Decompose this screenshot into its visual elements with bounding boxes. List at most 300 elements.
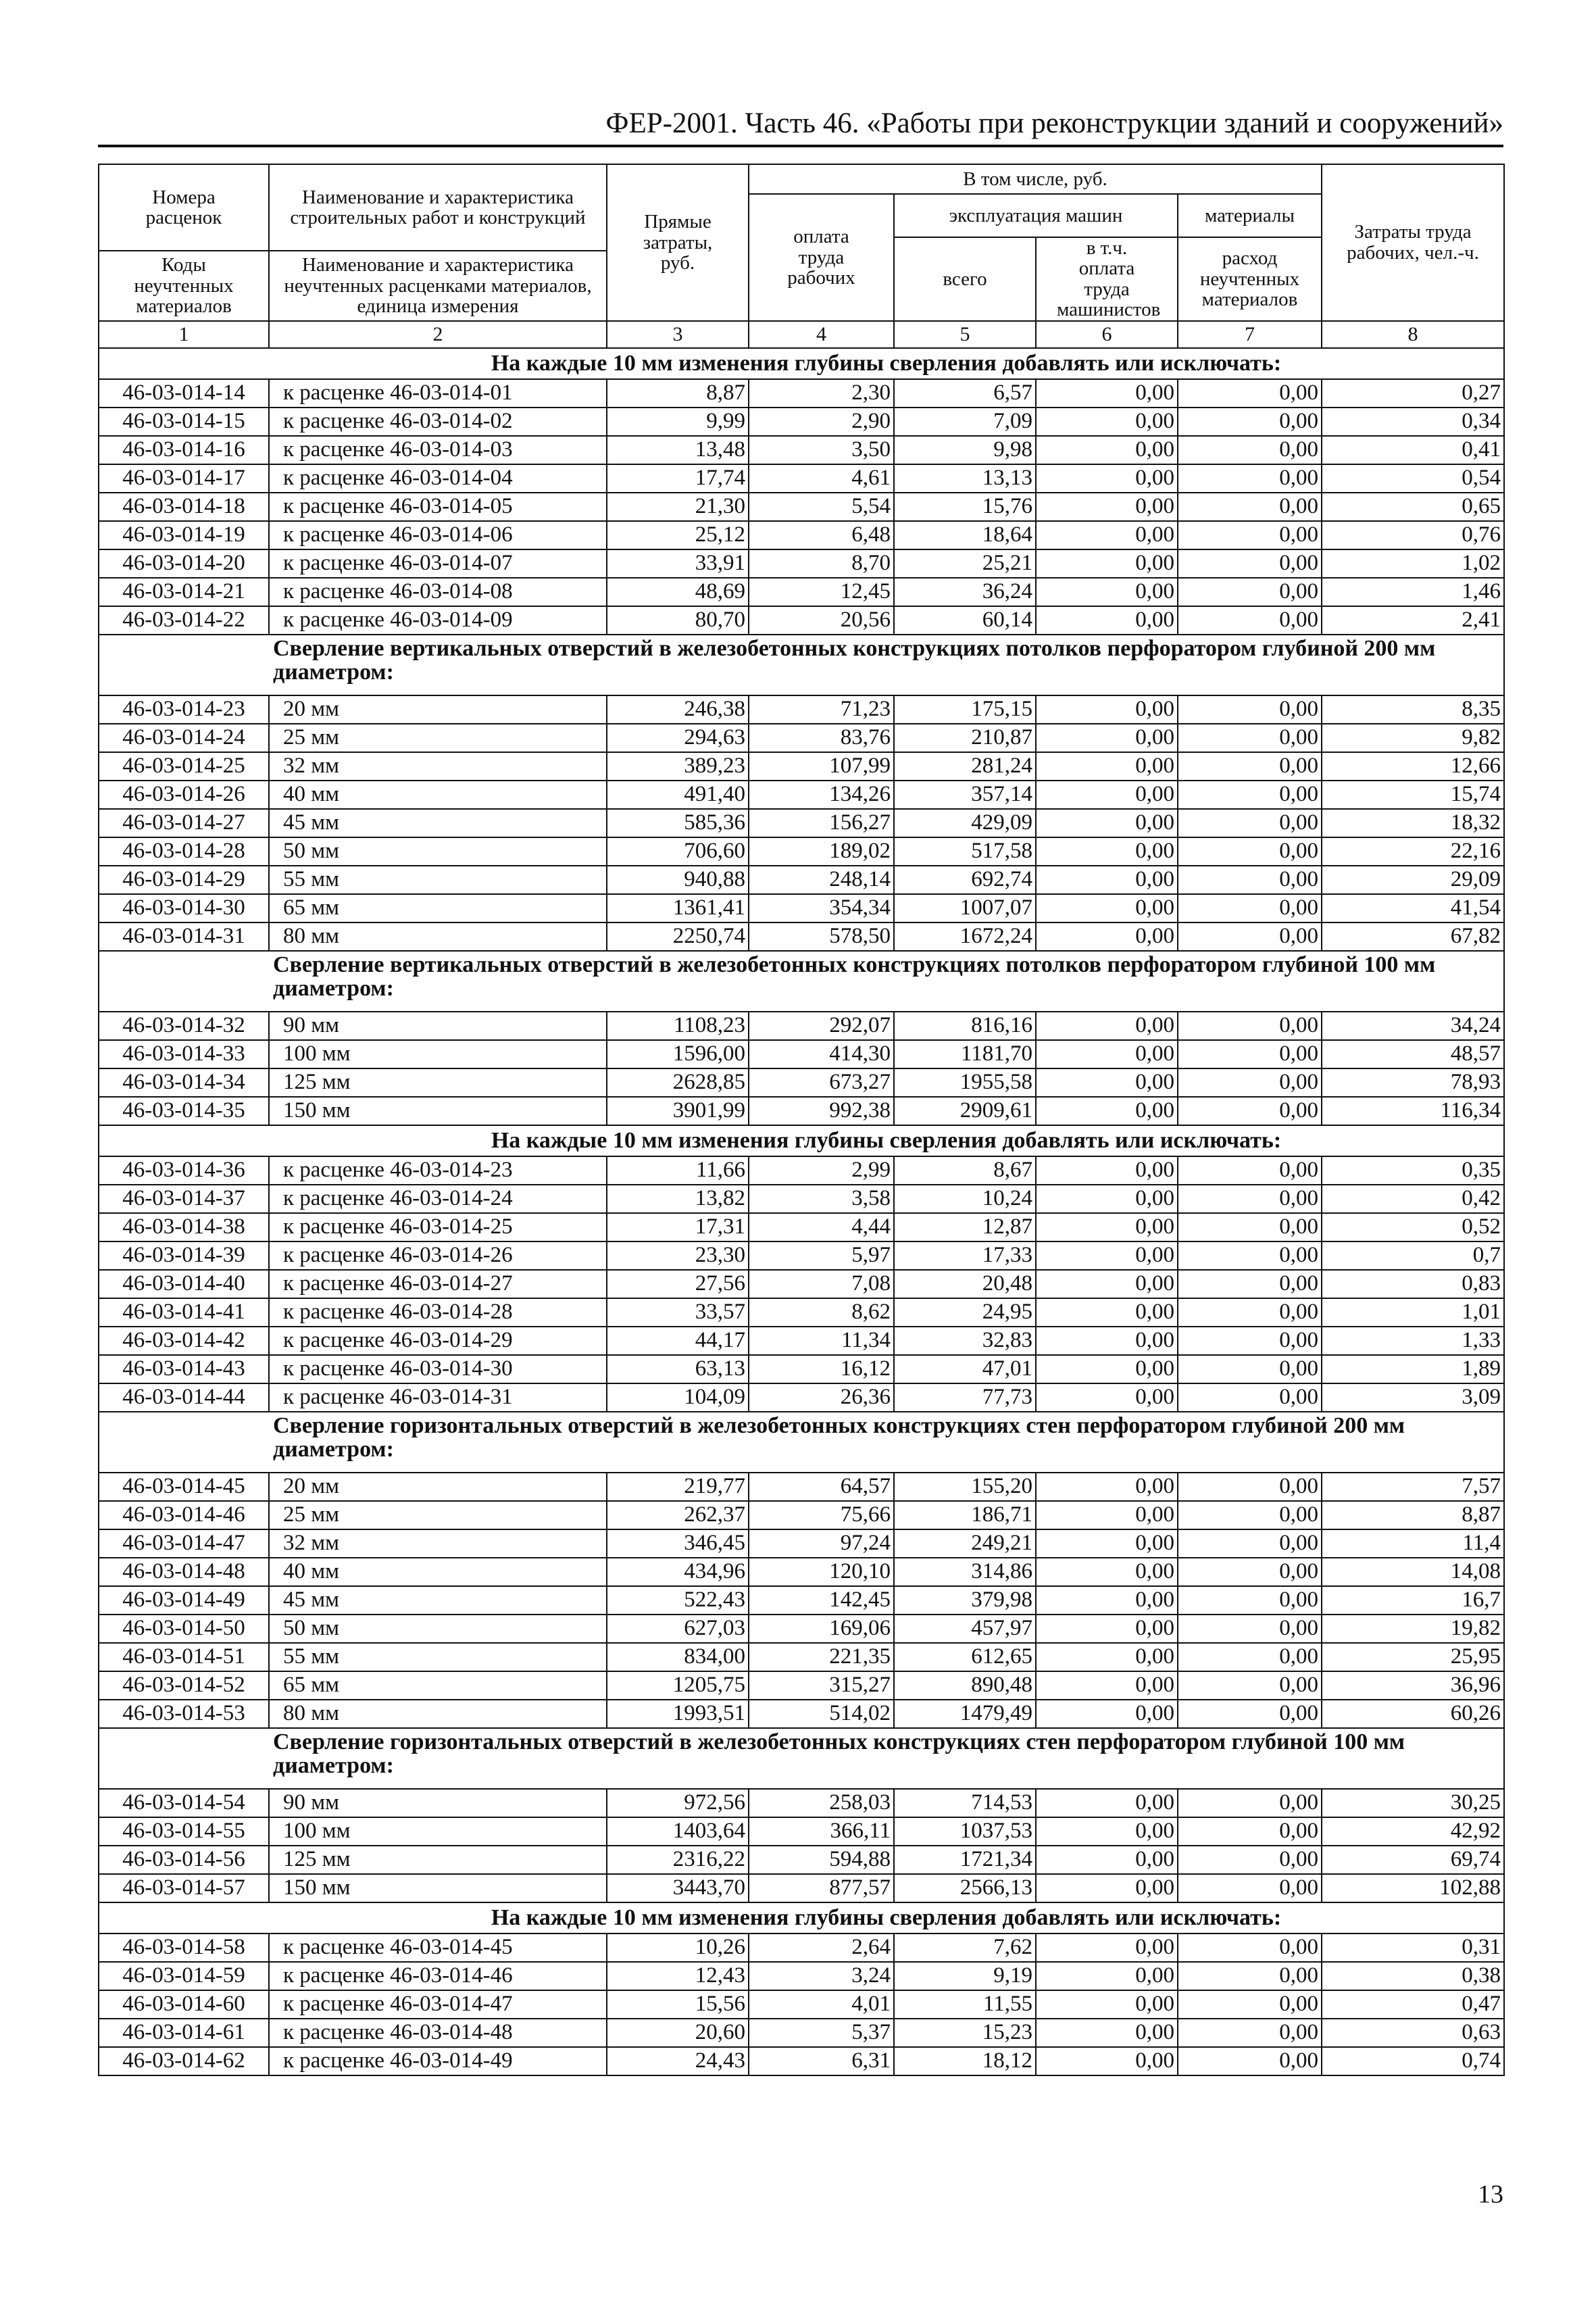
cell-labor-pay: 248,14 xyxy=(749,866,894,894)
table-row xyxy=(99,1529,1504,1558)
table-row xyxy=(99,695,1504,724)
cell-labor-pay: 4,44 xyxy=(749,1213,894,1241)
cell-direct-costs: 706,60 xyxy=(607,837,749,866)
cell-labor-pay: 7,08 xyxy=(749,1270,894,1298)
cell-materials-use: 0,00 xyxy=(1178,1643,1322,1671)
cell-labor-costs: 1,02 xyxy=(1322,549,1504,578)
cell-labor-pay: 16,12 xyxy=(749,1355,894,1383)
cell-materials-use: 0,00 xyxy=(1178,1213,1322,1241)
cell-machines-total: 1007,07 xyxy=(894,894,1036,922)
cell-materials-use: 0,00 xyxy=(1178,606,1322,635)
cell-machinist-pay: 0,00 xyxy=(1036,894,1178,922)
cell-rate-name: к расценке 46-03-014-09 xyxy=(269,606,607,635)
cell-rate-code: 46-03-014-36 xyxy=(99,1156,269,1185)
table-row xyxy=(99,1874,1504,1902)
cell-materials-use: 0,00 xyxy=(1178,1962,1322,1990)
cell-labor-pay: 578,50 xyxy=(749,922,894,951)
section-header-row xyxy=(99,1728,1504,1789)
cell-machinist-pay: 0,00 xyxy=(1036,724,1178,752)
cell-rate-code: 46-03-014-33 xyxy=(99,1040,269,1068)
cell-rate-code: 46-03-014-22 xyxy=(99,606,269,635)
cell-labor-costs: 0,34 xyxy=(1322,408,1504,436)
cell-labor-pay: 6,31 xyxy=(749,2047,894,2075)
cell-labor-pay: 97,24 xyxy=(749,1529,894,1558)
cell-rate-code: 46-03-014-54 xyxy=(99,1789,269,1817)
cell-rate-name: 125 мм xyxy=(269,1068,607,1097)
cell-direct-costs: 1108,23 xyxy=(607,1012,749,1040)
cell-direct-costs: 21,30 xyxy=(607,493,749,521)
cell-machines-total: 18,12 xyxy=(894,2047,1036,2075)
cell-machines-total: 7,09 xyxy=(894,408,1036,436)
cell-rate-name: к расценке 46-03-014-05 xyxy=(269,493,607,521)
cell-rate-code: 46-03-014-42 xyxy=(99,1327,269,1355)
cell-labor-costs: 67,82 xyxy=(1322,922,1504,951)
cell-labor-costs: 3,09 xyxy=(1322,1383,1504,1412)
cell-materials-use: 0,00 xyxy=(1178,1241,1322,1270)
cell-rate-code: 46-03-014-61 xyxy=(99,2019,269,2047)
cell-labor-costs: 0,54 xyxy=(1322,464,1504,493)
cell-rate-name: 80 мм xyxy=(269,922,607,951)
cell-machinist-pay: 0,00 xyxy=(1036,1012,1178,1040)
cell-materials-use: 0,00 xyxy=(1178,1298,1322,1327)
cell-rate-name: 45 мм xyxy=(269,1586,607,1615)
cell-machinist-pay: 0,00 xyxy=(1036,1817,1178,1846)
cell-rate-name: к расценке 46-03-014-03 xyxy=(269,436,607,464)
table-row xyxy=(99,2019,1504,2047)
cell-direct-costs: 33,91 xyxy=(607,549,749,578)
table-row xyxy=(99,1156,1504,1185)
cell-materials-use: 0,00 xyxy=(1178,464,1322,493)
cell-direct-costs: 627,03 xyxy=(607,1615,749,1643)
header-direct-costs xyxy=(607,164,749,321)
cell-rate-code: 46-03-014-53 xyxy=(99,1700,269,1728)
table-row xyxy=(99,606,1504,635)
table-row xyxy=(99,379,1504,408)
header-unaccounted-materials-use: расход неучтенных материалов xyxy=(1178,237,1322,321)
cell-labor-costs: 0,83 xyxy=(1322,1270,1504,1298)
cell-materials-use: 0,00 xyxy=(1178,436,1322,464)
cell-labor-costs: 14,08 xyxy=(1322,1558,1504,1586)
cell-rate-name: к расценке 46-03-014-24 xyxy=(269,1185,607,1213)
table-row xyxy=(99,1327,1504,1355)
header-work-name xyxy=(269,164,607,251)
cell-direct-costs: 80,70 xyxy=(607,606,749,635)
cell-rate-code: 46-03-014-55 xyxy=(99,1817,269,1846)
table-row xyxy=(99,1700,1504,1728)
cell-labor-pay: 673,27 xyxy=(749,1068,894,1097)
cell-machinist-pay: 0,00 xyxy=(1036,521,1178,549)
cell-labor-costs: 15,74 xyxy=(1322,781,1504,809)
cell-machines-total: 18,64 xyxy=(894,521,1036,549)
cell-labor-costs: 1,46 xyxy=(1322,578,1504,606)
cell-machines-total: 17,33 xyxy=(894,1241,1036,1270)
cell-rate-code: 46-03-014-40 xyxy=(99,1270,269,1298)
page-number: 13 xyxy=(1478,2180,1503,2209)
cell-labor-costs: 11,4 xyxy=(1322,1529,1504,1558)
cell-labor-costs: 60,26 xyxy=(1322,1700,1504,1728)
section-header-spacer xyxy=(99,1412,269,1473)
cell-labor-costs: 0,47 xyxy=(1322,1990,1504,2019)
cell-labor-pay: 258,03 xyxy=(749,1789,894,1817)
table-row xyxy=(99,1012,1504,1040)
cell-rate-name: 25 мм xyxy=(269,1501,607,1529)
cell-machines-total: 2566,13 xyxy=(894,1874,1036,1902)
cell-machinist-pay: 0,00 xyxy=(1036,866,1178,894)
cell-materials-use: 0,00 xyxy=(1178,2019,1322,2047)
rates-table xyxy=(98,164,1505,2076)
cell-materials-use: 0,00 xyxy=(1178,724,1322,752)
cell-rate-code: 46-03-014-51 xyxy=(99,1643,269,1671)
header-rate-numbers xyxy=(99,164,269,251)
cell-labor-pay: 20,56 xyxy=(749,606,894,635)
cell-rate-name: 55 мм xyxy=(269,1643,607,1671)
column-number: 5 xyxy=(894,321,1036,348)
cell-rate-name: к расценке 46-03-014-07 xyxy=(269,549,607,578)
cell-labor-pay: 2,99 xyxy=(749,1156,894,1185)
cell-rate-code: 46-03-014-27 xyxy=(99,809,269,837)
cell-machinist-pay: 0,00 xyxy=(1036,436,1178,464)
cell-labor-costs: 0,38 xyxy=(1322,1962,1504,1990)
table-row xyxy=(99,2047,1504,2075)
cell-rate-code: 46-03-014-52 xyxy=(99,1671,269,1700)
cell-rate-code: 46-03-014-21 xyxy=(99,578,269,606)
cell-rate-code: 46-03-014-60 xyxy=(99,1990,269,2019)
cell-rate-code: 46-03-014-20 xyxy=(99,549,269,578)
cell-labor-pay: 3,58 xyxy=(749,1185,894,1213)
cell-rate-code: 46-03-014-62 xyxy=(99,2047,269,2075)
cell-labor-costs: 0,35 xyxy=(1322,1156,1504,1185)
cell-labor-costs: 0,76 xyxy=(1322,521,1504,549)
cell-machinist-pay: 0,00 xyxy=(1036,1068,1178,1097)
cell-machinist-pay: 0,00 xyxy=(1036,809,1178,837)
cell-labor-costs: 34,24 xyxy=(1322,1012,1504,1040)
cell-rate-code: 46-03-014-25 xyxy=(99,752,269,781)
cell-labor-costs: 25,95 xyxy=(1322,1643,1504,1671)
cell-materials-use: 0,00 xyxy=(1178,1700,1322,1728)
cell-rate-name: 20 мм xyxy=(269,695,607,724)
cell-rate-name: 40 мм xyxy=(269,1558,607,1586)
cell-machinist-pay: 0,00 xyxy=(1036,1241,1178,1270)
cell-machines-total: 36,24 xyxy=(894,578,1036,606)
cell-rate-name: к расценке 46-03-014-23 xyxy=(269,1156,607,1185)
cell-direct-costs: 23,30 xyxy=(607,1241,749,1270)
cell-materials-use: 0,00 xyxy=(1178,1327,1322,1355)
cell-machinist-pay: 0,00 xyxy=(1036,1327,1178,1355)
cell-rate-code: 46-03-014-23 xyxy=(99,695,269,724)
cell-direct-costs: 1205,75 xyxy=(607,1671,749,1700)
cell-rate-name: 65 мм xyxy=(269,894,607,922)
cell-machines-total: 20,48 xyxy=(894,1270,1036,1298)
cell-rate-code: 46-03-014-58 xyxy=(99,1934,269,1962)
cell-labor-pay: 189,02 xyxy=(749,837,894,866)
table-row xyxy=(99,1558,1504,1586)
cell-labor-pay: 107,99 xyxy=(749,752,894,781)
cell-machines-total: 1479,49 xyxy=(894,1700,1036,1728)
cell-labor-costs: 116,34 xyxy=(1322,1097,1504,1125)
cell-direct-costs: 346,45 xyxy=(607,1529,749,1558)
cell-machines-total: 10,24 xyxy=(894,1185,1036,1213)
cell-machinist-pay: 0,00 xyxy=(1036,695,1178,724)
column-number: 4 xyxy=(749,321,894,348)
cell-rate-code: 46-03-014-18 xyxy=(99,493,269,521)
column-number: 3 xyxy=(607,321,749,348)
cell-direct-costs: 389,23 xyxy=(607,752,749,781)
cell-rate-code: 46-03-014-45 xyxy=(99,1473,269,1501)
table-row xyxy=(99,809,1504,837)
cell-labor-pay: 134,26 xyxy=(749,781,894,809)
cell-machinist-pay: 0,00 xyxy=(1036,408,1178,436)
cell-labor-costs: 1,33 xyxy=(1322,1327,1504,1355)
cell-machines-total: 1037,53 xyxy=(894,1817,1036,1846)
cell-rate-code: 46-03-014-38 xyxy=(99,1213,269,1241)
cell-direct-costs: 8,87 xyxy=(607,379,749,408)
cell-materials-use: 0,00 xyxy=(1178,1355,1322,1383)
cell-machinist-pay: 0,00 xyxy=(1036,464,1178,493)
cell-machines-total: 1721,34 xyxy=(894,1846,1036,1874)
cell-labor-costs: 9,82 xyxy=(1322,724,1504,752)
cell-rate-name: 100 мм xyxy=(269,1040,607,1068)
cell-rate-code: 46-03-014-37 xyxy=(99,1185,269,1213)
cell-rate-name: 45 мм xyxy=(269,809,607,837)
cell-machines-total: 314,86 xyxy=(894,1558,1036,1586)
cell-direct-costs: 33,57 xyxy=(607,1298,749,1327)
table-row xyxy=(99,837,1504,866)
cell-machines-total: 1181,70 xyxy=(894,1040,1036,1068)
cell-rate-name: 25 мм xyxy=(269,724,607,752)
cell-rate-name: 90 мм xyxy=(269,1789,607,1817)
cell-labor-pay: 4,61 xyxy=(749,464,894,493)
section-header-row xyxy=(99,348,1504,379)
cell-machines-total: 6,57 xyxy=(894,379,1036,408)
table-row xyxy=(99,1213,1504,1241)
table-row xyxy=(99,1298,1504,1327)
cell-rate-name: 32 мм xyxy=(269,752,607,781)
cell-direct-costs: 12,43 xyxy=(607,1962,749,1990)
cell-materials-use: 0,00 xyxy=(1178,752,1322,781)
table-row xyxy=(99,1846,1504,1874)
table-row xyxy=(99,1473,1504,1501)
section-title: На каждые 10 мм изменения глубины сверления добавлять или исключать: xyxy=(269,1902,1504,1934)
rates-table-container xyxy=(98,164,1503,2076)
cell-rate-code: 46-03-014-46 xyxy=(99,1501,269,1529)
cell-labor-costs: 12,66 xyxy=(1322,752,1504,781)
cell-rate-name: к расценке 46-03-014-27 xyxy=(269,1270,607,1298)
cell-labor-costs: 8,87 xyxy=(1322,1501,1504,1529)
section-header-spacer xyxy=(99,1728,269,1789)
cell-machines-total: 15,76 xyxy=(894,493,1036,521)
cell-labor-costs: 0,42 xyxy=(1322,1185,1504,1213)
cell-rate-code: 46-03-014-59 xyxy=(99,1962,269,1990)
column-number: 7 xyxy=(1178,321,1322,348)
cell-materials-use: 0,00 xyxy=(1178,1874,1322,1902)
cell-labor-costs: 16,7 xyxy=(1322,1586,1504,1615)
cell-machinist-pay: 0,00 xyxy=(1036,1529,1178,1558)
cell-rate-code: 46-03-014-29 xyxy=(99,866,269,894)
cell-labor-pay: 64,57 xyxy=(749,1473,894,1501)
cell-machines-total: 25,21 xyxy=(894,549,1036,578)
section-header-row xyxy=(99,635,1504,695)
cell-labor-pay: 315,27 xyxy=(749,1671,894,1700)
cell-labor-pay: 2,64 xyxy=(749,1934,894,1962)
cell-machinist-pay: 0,00 xyxy=(1036,2019,1178,2047)
cell-machinist-pay: 0,00 xyxy=(1036,578,1178,606)
running-header: ФЕР-2001. Часть 46. «Работы при реконструкции зданий и сооружений» xyxy=(605,107,1503,139)
table-header xyxy=(99,164,1504,348)
cell-labor-costs: 0,52 xyxy=(1322,1213,1504,1241)
cell-machines-total: 186,71 xyxy=(894,1501,1036,1529)
cell-labor-pay: 992,38 xyxy=(749,1097,894,1125)
cell-materials-use: 0,00 xyxy=(1178,493,1322,521)
cell-materials-use: 0,00 xyxy=(1178,408,1322,436)
cell-rate-name: 40 мм xyxy=(269,781,607,809)
cell-labor-pay: 877,57 xyxy=(749,1874,894,1902)
cell-direct-costs: 262,37 xyxy=(607,1501,749,1529)
cell-materials-use: 0,00 xyxy=(1178,1383,1322,1412)
header-rule xyxy=(98,145,1503,147)
cell-direct-costs: 1596,00 xyxy=(607,1040,749,1068)
table-row xyxy=(99,1040,1504,1068)
cell-machinist-pay: 0,00 xyxy=(1036,2047,1178,2075)
cell-materials-use: 0,00 xyxy=(1178,866,1322,894)
cell-labor-costs: 102,88 xyxy=(1322,1874,1504,1902)
section-header-spacer xyxy=(99,951,269,1012)
cell-materials-use: 0,00 xyxy=(1178,549,1322,578)
cell-machines-total: 8,67 xyxy=(894,1156,1036,1185)
cell-labor-pay: 26,36 xyxy=(749,1383,894,1412)
column-number: 2 xyxy=(269,321,607,348)
table-row xyxy=(99,1615,1504,1643)
cell-rate-name: 32 мм xyxy=(269,1529,607,1558)
cell-rate-name: к расценке 46-03-014-28 xyxy=(269,1298,607,1327)
cell-machines-total: 9,19 xyxy=(894,1962,1036,1990)
cell-machines-total: 357,14 xyxy=(894,781,1036,809)
cell-rate-name: к расценке 46-03-014-06 xyxy=(269,521,607,549)
table-row xyxy=(99,464,1504,493)
cell-machines-total: 1955,58 xyxy=(894,1068,1036,1097)
cell-rate-code: 46-03-014-39 xyxy=(99,1241,269,1270)
cell-labor-pay: 75,66 xyxy=(749,1501,894,1529)
cell-labor-costs: 0,63 xyxy=(1322,2019,1504,2047)
cell-rate-code: 46-03-014-48 xyxy=(99,1558,269,1586)
cell-labor-pay: 6,48 xyxy=(749,521,894,549)
table-row xyxy=(99,1586,1504,1615)
cell-machinist-pay: 0,00 xyxy=(1036,549,1178,578)
cell-labor-costs: 18,32 xyxy=(1322,809,1504,837)
cell-machines-total: 2909,61 xyxy=(894,1097,1036,1125)
cell-direct-costs: 219,77 xyxy=(607,1473,749,1501)
cell-machines-total: 249,21 xyxy=(894,1529,1036,1558)
cell-direct-costs: 48,69 xyxy=(607,578,749,606)
cell-direct-costs: 834,00 xyxy=(607,1643,749,1671)
cell-machinist-pay: 0,00 xyxy=(1036,493,1178,521)
cell-labor-pay: 292,07 xyxy=(749,1012,894,1040)
cell-labor-costs: 48,57 xyxy=(1322,1040,1504,1068)
table-row xyxy=(99,1383,1504,1412)
cell-direct-costs: 246,38 xyxy=(607,695,749,724)
cell-direct-costs: 13,82 xyxy=(607,1185,749,1213)
cell-direct-costs: 1993,51 xyxy=(607,1700,749,1728)
cell-materials-use: 0,00 xyxy=(1178,922,1322,951)
cell-machines-total: 11,55 xyxy=(894,1990,1036,2019)
table-row xyxy=(99,521,1504,549)
cell-labor-costs: 0,65 xyxy=(1322,493,1504,521)
cell-machinist-pay: 0,00 xyxy=(1036,1934,1178,1962)
table-row xyxy=(99,1241,1504,1270)
column-number: 6 xyxy=(1036,321,1178,348)
cell-direct-costs: 13,48 xyxy=(607,436,749,464)
table-row xyxy=(99,1990,1504,2019)
cell-machines-total: 77,73 xyxy=(894,1383,1036,1412)
cell-machinist-pay: 0,00 xyxy=(1036,1615,1178,1643)
cell-machines-total: 13,13 xyxy=(894,464,1036,493)
cell-labor-costs: 36,96 xyxy=(1322,1671,1504,1700)
cell-materials-use: 0,00 xyxy=(1178,1185,1322,1213)
section-header-row xyxy=(99,1412,1504,1473)
cell-labor-costs: 0,7 xyxy=(1322,1241,1504,1270)
cell-rate-code: 46-03-014-56 xyxy=(99,1846,269,1874)
cell-materials-use: 0,00 xyxy=(1178,1068,1322,1097)
section-header-row xyxy=(99,1902,1504,1934)
cell-machinist-pay: 0,00 xyxy=(1036,1789,1178,1817)
cell-labor-pay: 366,11 xyxy=(749,1817,894,1846)
table-row xyxy=(99,1643,1504,1671)
cell-rate-name: к расценке 46-03-014-01 xyxy=(269,379,607,408)
table-row xyxy=(99,1671,1504,1700)
cell-rate-name: к расценке 46-03-014-26 xyxy=(269,1241,607,1270)
cell-materials-use: 0,00 xyxy=(1178,1501,1322,1529)
cell-machines-total: 60,14 xyxy=(894,606,1036,635)
table-row xyxy=(99,408,1504,436)
header-materials: материалы xyxy=(1178,194,1322,237)
section-header-row xyxy=(99,1125,1504,1156)
cell-direct-costs: 104,09 xyxy=(607,1383,749,1412)
cell-materials-use: 0,00 xyxy=(1178,578,1322,606)
cell-labor-pay: 2,30 xyxy=(749,379,894,408)
cell-materials-use: 0,00 xyxy=(1178,1473,1322,1501)
table-row xyxy=(99,752,1504,781)
table-row xyxy=(99,724,1504,752)
cell-labor-pay: 514,02 xyxy=(749,1700,894,1728)
cell-labor-costs: 69,74 xyxy=(1322,1846,1504,1874)
header-machine-operation: эксплуатация машин xyxy=(894,194,1178,237)
cell-machines-total: 175,15 xyxy=(894,695,1036,724)
cell-materials-use: 0,00 xyxy=(1178,837,1322,866)
cell-labor-costs: 0,27 xyxy=(1322,379,1504,408)
cell-materials-use: 0,00 xyxy=(1178,379,1322,408)
cell-direct-costs: 9,99 xyxy=(607,408,749,436)
cell-labor-costs: 22,16 xyxy=(1322,837,1504,866)
header-direct-costs-label: Прямые затраты, руб. xyxy=(643,211,713,274)
cell-machinist-pay: 0,00 xyxy=(1036,1298,1178,1327)
header-including: В том числе, руб. xyxy=(749,164,1322,194)
section-title: Сверление горизонтальных отверстий в железобетонных конструкциях стен перфоратором глубиной 100 мм диаметром: xyxy=(269,1728,1504,1789)
cell-labor-costs: 1,89 xyxy=(1322,1355,1504,1383)
cell-machines-total: 47,01 xyxy=(894,1355,1036,1383)
cell-direct-costs: 63,13 xyxy=(607,1355,749,1383)
cell-machinist-pay: 0,00 xyxy=(1036,1643,1178,1671)
table-row xyxy=(99,1270,1504,1298)
table-row xyxy=(99,436,1504,464)
cell-materials-use: 0,00 xyxy=(1178,781,1322,809)
cell-rate-code: 46-03-014-19 xyxy=(99,521,269,549)
cell-machines-total: 12,87 xyxy=(894,1213,1036,1241)
cell-labor-pay: 414,30 xyxy=(749,1040,894,1068)
cell-machinist-pay: 0,00 xyxy=(1036,752,1178,781)
cell-rate-name: 20 мм xyxy=(269,1473,607,1501)
cell-machinist-pay: 0,00 xyxy=(1036,1156,1178,1185)
cell-materials-use: 0,00 xyxy=(1178,1615,1322,1643)
cell-materials-use: 0,00 xyxy=(1178,2047,1322,2075)
